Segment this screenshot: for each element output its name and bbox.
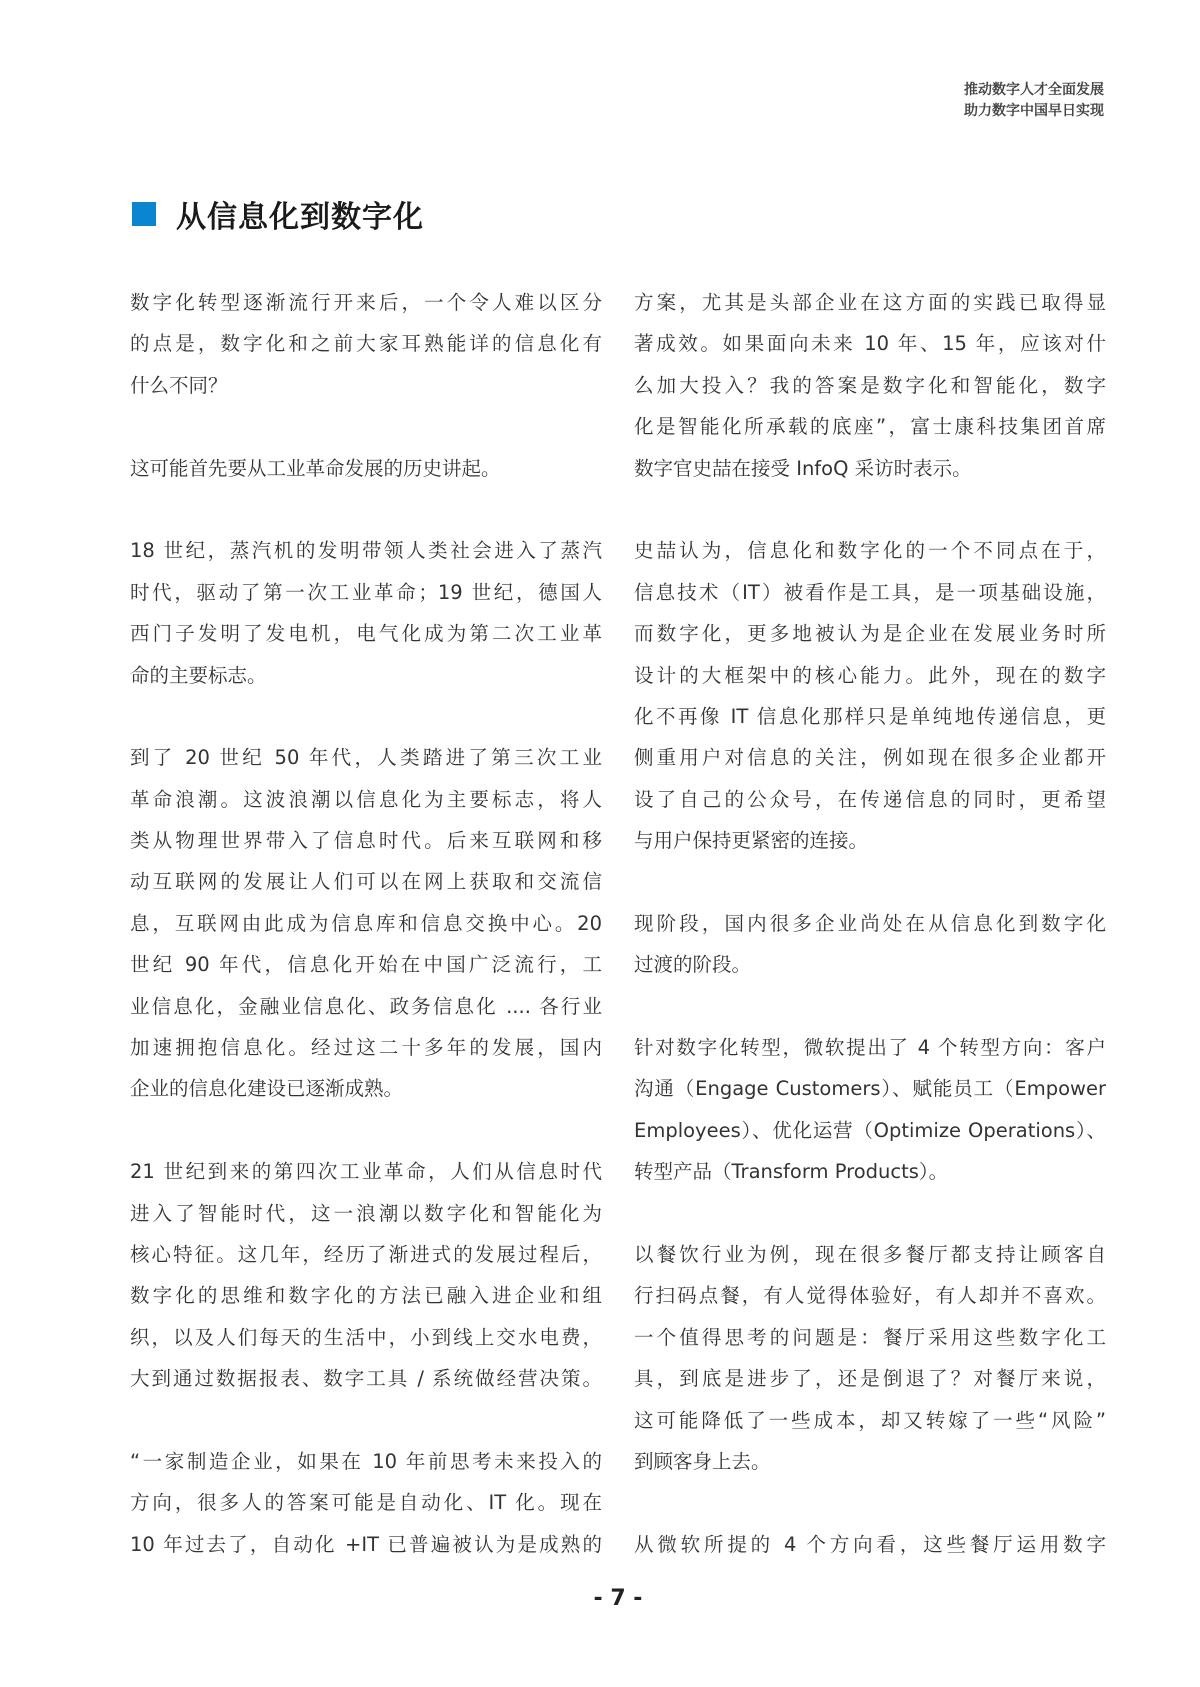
paragraph <box>130 530 602 696</box>
text-line: 企业的信息化建设已逐渐成熟。 <box>130 1077 404 1101</box>
text-line: 类从物理世界带入了信息时代。后来互联网和移 <box>130 829 602 853</box>
text-line: 化不再像 IT 信息化那样只是单纯地传递信息，更 <box>634 704 1106 728</box>
text-line: 10 年过去了，自动化 +IT 已普遍被认为是成熟的 <box>130 1532 602 1556</box>
paragraph <box>634 903 1106 986</box>
text-line: 过渡的阶段。 <box>634 953 752 977</box>
text-line: 而数字化，更多地被认为是企业在发展业务时所 <box>634 622 1106 646</box>
section-title <box>132 192 424 236</box>
text-line: 设了自己的公众号，在传递信息的同时，更希望 <box>634 787 1106 811</box>
text-line: 从微软所提的 4 个方向看，这些餐厅运用数字 <box>634 1532 1106 1556</box>
text-line: 史喆认为，信息化和数字化的一个不同点在于， <box>634 539 1106 563</box>
text-line: 具，到底是进步了，还是倒退了？对餐厅来说， <box>634 1367 1106 1391</box>
text-line: 这可能降低了一些成本，却又转嫁了一些“风险” <box>634 1408 1106 1432</box>
text-line: 西门子发明了发电机，电气化成为第二次工业革 <box>130 622 602 646</box>
text-line: 织，以及人们每天的生活中，小到线上交水电费， <box>130 1325 602 1349</box>
paragraph <box>634 1027 1106 1193</box>
text-line: 么加大投入？我的答案是数字化和智能化，数字 <box>634 373 1106 397</box>
text-line: 大到通过数据报表、数字工具 / 系统做经营决策。 <box>130 1367 602 1391</box>
text-line: 数字官史喆在接受 InfoQ 采访时表示。 <box>634 456 972 480</box>
right-text-column <box>634 282 1106 1607</box>
text-line: 沟通（Engage Customers）、赋能员工（Empower <box>634 1077 1106 1101</box>
header-line-1: 推动数字人才全面发展 <box>964 82 1104 98</box>
text-line: 数字化的思维和数字化的方法已融入进企业和组 <box>130 1284 602 1308</box>
paragraph <box>634 530 1106 861</box>
title-square-marker <box>132 202 156 226</box>
text-line: 数字化转型逐渐流行开来后，一个令人难以区分 <box>130 291 602 314</box>
text-line: 世纪 90 年代，信息化开始在中国广泛流行，工 <box>130 953 602 977</box>
text-line: 时代，驱动了第一次工业革命；19 世纪，德国人 <box>130 580 602 604</box>
text-line: 方案，尤其是头部企业在这方面的实践已取得显 <box>634 291 1106 314</box>
text-line: Employees）、优化运营（Optimize Operations）、 <box>634 1118 1106 1142</box>
text-line: 命的主要标志。 <box>130 663 267 687</box>
text-line: 著成效。如果面向未来 10 年、15 年，应该对什 <box>634 332 1106 356</box>
paragraph <box>130 737 602 1110</box>
text-line: 转型产品（Transform Products）。 <box>634 1160 949 1184</box>
text-line: 现阶段，国内很多企业尚处在从信息化到数字化 <box>634 911 1106 935</box>
text-line: 针对数字化转型，微软提出了 4 个转型方向：客户 <box>634 1036 1106 1060</box>
text-line: 侧重用户对信息的关注，例如现在很多企业都开 <box>634 746 1106 770</box>
text-line: 革命浪潮。这波浪潮以信息化为主要标志，将人 <box>130 787 602 811</box>
text-line: 息，互联网由此成为信息库和信息交换中心。20 <box>130 911 602 935</box>
text-line: 动互联网的发展让人们可以在网上获取和交流信 <box>130 870 602 894</box>
text-line: 信息技术（IT）被看作是工具，是一项基础设施， <box>634 580 1106 604</box>
paragraph <box>634 1524 1106 1565</box>
left-text-column <box>130 282 602 1607</box>
text-line: 方向，很多人的答案可能是自动化、IT 化。现在 <box>130 1491 602 1515</box>
paragraph <box>634 1234 1106 1482</box>
text-line: 的点是，数字化和之前大家耳熟能详的信息化有 <box>130 332 602 356</box>
section-heading: 从信息化到数字化 <box>176 200 424 235</box>
text-line: 什么不同？ <box>130 373 228 397</box>
text-line: 以餐饮行业为例，现在很多餐厅都支持让顾客自 <box>634 1242 1106 1266</box>
text-line: “一家制造企业，如果在 10 年前思考未来投入的 <box>130 1449 602 1473</box>
page-number: - 7 - <box>593 1586 643 1611</box>
paragraph <box>130 282 602 406</box>
text-line: 进入了智能时代，这一浪潮以数字化和智能化为 <box>130 1201 602 1225</box>
text-line: 化是智能化所承载的底座”，富士康科技集团首席 <box>634 415 1106 439</box>
text-line: 到顾客身上去。 <box>634 1449 771 1473</box>
text-line: 行扫码点餐，有人觉得体验好，有人却并不喜欢。 <box>634 1284 1106 1308</box>
text-line: 业信息化，金融业信息化、政务信息化 .... 各行业 <box>130 994 602 1018</box>
header-line-2: 助力数字中国早日实现 <box>964 103 1104 119</box>
paragraph <box>130 1441 602 1565</box>
text-line: 核心特征。这几年，经历了渐进式的发展过程后， <box>130 1242 602 1266</box>
text-line: 加速拥抱信息化。经过这二十多年的发展，国内 <box>130 1036 602 1060</box>
paragraph <box>130 448 602 489</box>
paragraph <box>130 1151 602 1399</box>
text-line: 到了 20 世纪 50 年代，人类踏进了第三次工业 <box>130 746 602 770</box>
text-line: 与用户保持更紧密的连接。 <box>634 829 869 853</box>
text-line: 18 世纪，蒸汽机的发明带领人类社会进入了蒸汽 <box>130 539 602 563</box>
text-line: 设计的大框架中的核心能力。此外，现在的数字 <box>634 663 1106 687</box>
text-line: 21 世纪到来的第四次工业革命，人们从信息时代 <box>130 1160 602 1184</box>
text-line: 一个值得思考的问题是：餐厅采用这些数字化工 <box>634 1325 1106 1349</box>
running-header <box>964 80 1104 122</box>
text-line: 这可能首先要从工业革命发展的历史讲起。 <box>130 456 501 480</box>
paragraph <box>634 282 1106 489</box>
